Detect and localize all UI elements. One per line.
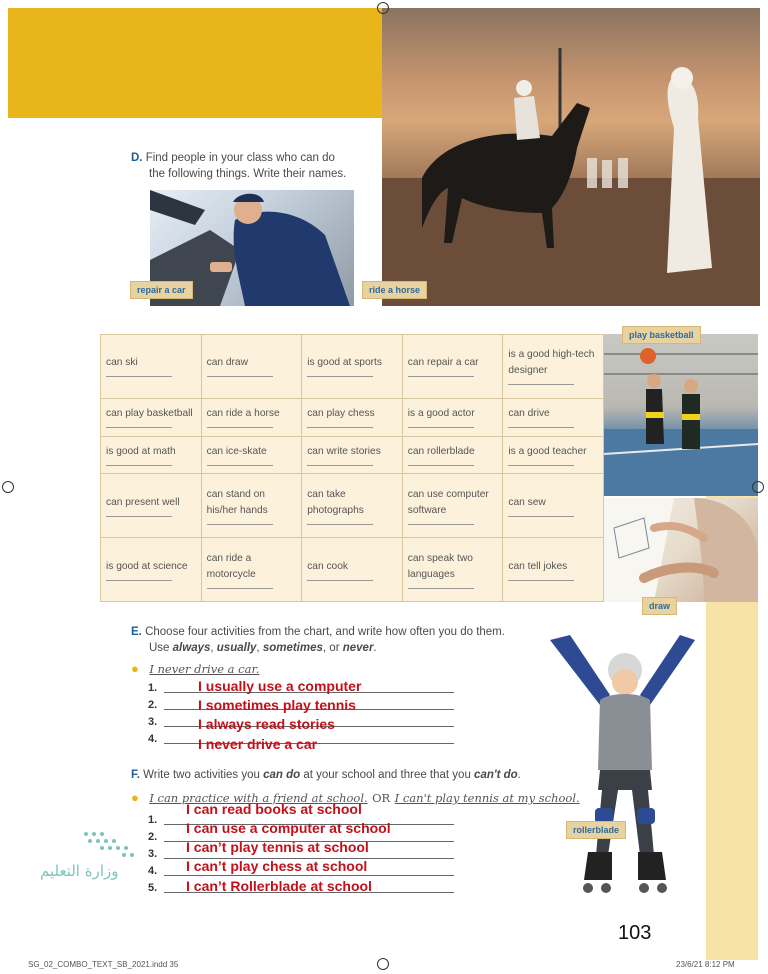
- activity-label: is a good actor: [407, 408, 475, 420]
- answer-number: 2.: [148, 699, 158, 711]
- play-basketball-tag: play basketball: [622, 326, 701, 344]
- answer-number: 2.: [148, 831, 158, 843]
- name-blank-line[interactable]: [508, 422, 574, 428]
- table-cell: [402, 436, 503, 474]
- yellow-header-block: [8, 8, 382, 118]
- name-blank-line[interactable]: [106, 575, 172, 581]
- word-sometimes: sometimes: [262, 642, 323, 654]
- activity-label: can rollerblade: [407, 445, 475, 457]
- task-e-example: [131, 660, 259, 678]
- lightbulb-icon: ●: [131, 790, 139, 805]
- table-cell: [201, 436, 302, 474]
- table-row: [101, 436, 604, 474]
- answer-line[interactable]: [148, 814, 157, 826]
- basketball-illustration: [604, 334, 758, 496]
- activity-label: can speak two languages: [407, 552, 473, 580]
- activity-label: can write stories: [307, 445, 381, 457]
- basketball-photo: [604, 334, 758, 496]
- name-blank-line[interactable]: [207, 583, 273, 589]
- activity-label: can repair a car: [407, 357, 479, 369]
- activity-label: is good at math: [106, 445, 176, 457]
- answer-line[interactable]: [148, 848, 157, 860]
- table-cell: [302, 398, 403, 436]
- word-never: never: [342, 642, 374, 654]
- task-e-line2-pre: Use: [149, 642, 173, 654]
- handwritten-answer: I always read stories: [198, 716, 335, 732]
- table-cell: [201, 398, 302, 436]
- activity-label: can present well: [106, 496, 180, 508]
- table-cell: [302, 335, 403, 399]
- task-f-example1: I can practice with a friend at school.: [149, 791, 368, 805]
- task-f-mid: at your school and three that you: [300, 769, 475, 781]
- table-cell: [402, 538, 503, 602]
- task-f-letter: F.: [131, 769, 140, 781]
- activity-label: can ride a horse: [206, 408, 280, 420]
- draw-tag: draw: [642, 597, 677, 615]
- table-cell: [201, 474, 302, 538]
- registration-mark-icon: [752, 481, 764, 493]
- word-usually: usually: [216, 642, 257, 654]
- name-blank-line[interactable]: [207, 460, 273, 466]
- name-blank-line[interactable]: [207, 519, 273, 525]
- task-f-example2: I can't play tennis at my school.: [394, 791, 580, 805]
- task-d-line2: the following things. Write their names.: [149, 168, 347, 180]
- ride-a-horse-tag: ride a horse: [362, 281, 427, 299]
- task-f-instruction: F. Write two activities you can do at your school and three that you can't do.: [131, 769, 521, 781]
- word-always: always: [172, 642, 211, 654]
- activity-label: can stand on his/her hands: [206, 488, 268, 516]
- activity-label: can play chess: [307, 408, 375, 420]
- answer-line[interactable]: [148, 699, 157, 711]
- task-e-example-text: I never drive a car.: [149, 662, 260, 676]
- registration-mark-icon: [2, 481, 14, 493]
- horse-rider-illustration: [382, 8, 760, 306]
- task-f-cant-do: can't do: [474, 769, 518, 781]
- answer-number: 1.: [148, 814, 158, 826]
- answer-line[interactable]: [148, 733, 157, 745]
- activity-label: can ride a motorcycle: [206, 552, 256, 580]
- table-cell: [302, 474, 403, 538]
- horse-rider-photo: [382, 8, 760, 306]
- table-cell: [101, 335, 202, 399]
- word-or: or: [329, 642, 340, 654]
- task-f-pre: Write two activities you: [143, 769, 264, 781]
- repair-a-car-tag: repair a car: [130, 281, 193, 299]
- drawing-photo: [604, 498, 758, 602]
- table-row: [101, 335, 604, 399]
- footer-file-info: SG_02_COMBO_TEXT_SB_2021.indd 35: [28, 960, 179, 969]
- handwritten-answer: I sometimes play tennis: [198, 697, 356, 713]
- name-blank-line[interactable]: [106, 460, 172, 466]
- ministry-watermark: وزارة التعليم: [40, 862, 119, 880]
- activity-label: is good at sports: [307, 357, 382, 369]
- activity-label: can drive: [508, 408, 550, 420]
- table-row: [101, 398, 604, 436]
- task-e-letter: E.: [131, 626, 142, 638]
- table-cell: [503, 398, 604, 436]
- name-blank-line[interactable]: [508, 379, 574, 385]
- name-blank-line[interactable]: [408, 371, 474, 377]
- footer-timestamp: 23/6/21 8:12 PM: [676, 960, 735, 969]
- name-blank-line[interactable]: [307, 460, 373, 466]
- name-blank-line[interactable]: [408, 460, 474, 466]
- activity-label: can play basketball: [106, 408, 193, 420]
- handwritten-answer: I can use a computer at school: [186, 820, 391, 836]
- name-blank-line[interactable]: [207, 371, 273, 377]
- drawing-illustration: [604, 498, 758, 602]
- name-blank-line[interactable]: [307, 371, 373, 377]
- answer-line[interactable]: [148, 682, 157, 694]
- table-cell: [302, 538, 403, 602]
- table-cell: [101, 398, 202, 436]
- name-blank-line[interactable]: [508, 511, 574, 517]
- activity-label: is good at science: [106, 560, 188, 572]
- ministry-logo-icon: [80, 828, 144, 858]
- table-cell: [101, 436, 202, 474]
- table-cell: [402, 335, 503, 399]
- activity-label: can ski: [106, 357, 138, 369]
- handwritten-answer: I can’t play tennis at school: [186, 839, 369, 855]
- page-number: 103: [618, 922, 652, 944]
- table-cell: [101, 538, 202, 602]
- answer-line[interactable]: [148, 865, 157, 877]
- answer-line[interactable]: [148, 831, 157, 843]
- handwritten-answer: I can’t Rollerblade at school: [186, 878, 372, 894]
- answer-line[interactable]: [148, 716, 157, 728]
- table-cell: [402, 398, 503, 436]
- table-row: [101, 538, 604, 602]
- name-blank-line[interactable]: [307, 575, 373, 581]
- activities-table: [100, 334, 604, 602]
- table-row: [101, 474, 604, 538]
- rollerblade-kid-illustration: [540, 630, 710, 900]
- table-cell: [201, 335, 302, 399]
- table-cell: [101, 474, 202, 538]
- name-blank-line[interactable]: [408, 519, 474, 525]
- lightbulb-icon: ●: [131, 661, 139, 676]
- answer-line[interactable]: [148, 882, 157, 894]
- task-e-line1: Choose four activities from the chart, and write how often you do them.: [145, 626, 505, 638]
- handwritten-answer: I can’t play chess at school: [186, 858, 368, 874]
- table-cell: [503, 538, 604, 602]
- activity-label: can use computer software: [407, 488, 489, 516]
- activity-label: can cook: [307, 560, 348, 572]
- activity-label: is a good high-tech designer: [508, 349, 595, 377]
- name-blank-line[interactable]: [508, 575, 574, 581]
- table-cell: [503, 436, 604, 474]
- activity-label: can sew: [508, 496, 546, 508]
- task-d-line1: Find people in your class who can do: [145, 152, 335, 164]
- answer-number: 3.: [148, 848, 158, 860]
- table-cell: [503, 474, 604, 538]
- table-cell: [503, 335, 604, 399]
- activity-label: can take photographs: [307, 488, 364, 516]
- table-cell: [402, 474, 503, 538]
- name-blank-line[interactable]: [106, 422, 172, 428]
- name-blank-line[interactable]: [106, 371, 172, 377]
- table-cell: [302, 436, 403, 474]
- task-f-example-or: OR: [372, 791, 391, 805]
- answer-number: 4.: [148, 865, 158, 877]
- registration-mark-icon: [377, 2, 389, 14]
- name-blank-line[interactable]: [408, 422, 474, 428]
- answer-number: 1.: [148, 682, 158, 694]
- answer-number: 4.: [148, 733, 158, 745]
- handwritten-answer: I usually use a computer: [198, 678, 362, 694]
- handwritten-answer: I never drive a car: [198, 736, 318, 752]
- name-blank-line[interactable]: [207, 422, 273, 428]
- name-blank-line[interactable]: [508, 460, 574, 466]
- handwritten-answer: I can read books at school: [186, 801, 362, 817]
- activity-label: is a good teacher: [508, 445, 587, 457]
- name-blank-line[interactable]: [307, 422, 373, 428]
- activity-label: can draw: [206, 357, 248, 369]
- answer-number: 3.: [148, 716, 158, 728]
- activity-label: can tell jokes: [508, 560, 568, 572]
- task-d-instruction: [131, 150, 381, 182]
- answer-number: 5.: [148, 882, 158, 894]
- registration-mark-icon: [377, 958, 389, 970]
- task-f-can-do: can do: [263, 769, 301, 781]
- name-blank-line[interactable]: [307, 519, 373, 525]
- task-d-letter: D.: [131, 152, 143, 164]
- name-blank-line[interactable]: [106, 511, 172, 517]
- writing-line: [164, 875, 454, 876]
- rollerblade-tag: rollerblade: [566, 821, 626, 839]
- name-blank-line[interactable]: [408, 583, 474, 589]
- table-cell: [201, 538, 302, 602]
- activity-label: can ice-skate: [206, 445, 267, 457]
- task-e-instruction: E. Choose four activities from the chart, and write how often you do them. Use always, usually, sometimes, or never.: [131, 626, 505, 654]
